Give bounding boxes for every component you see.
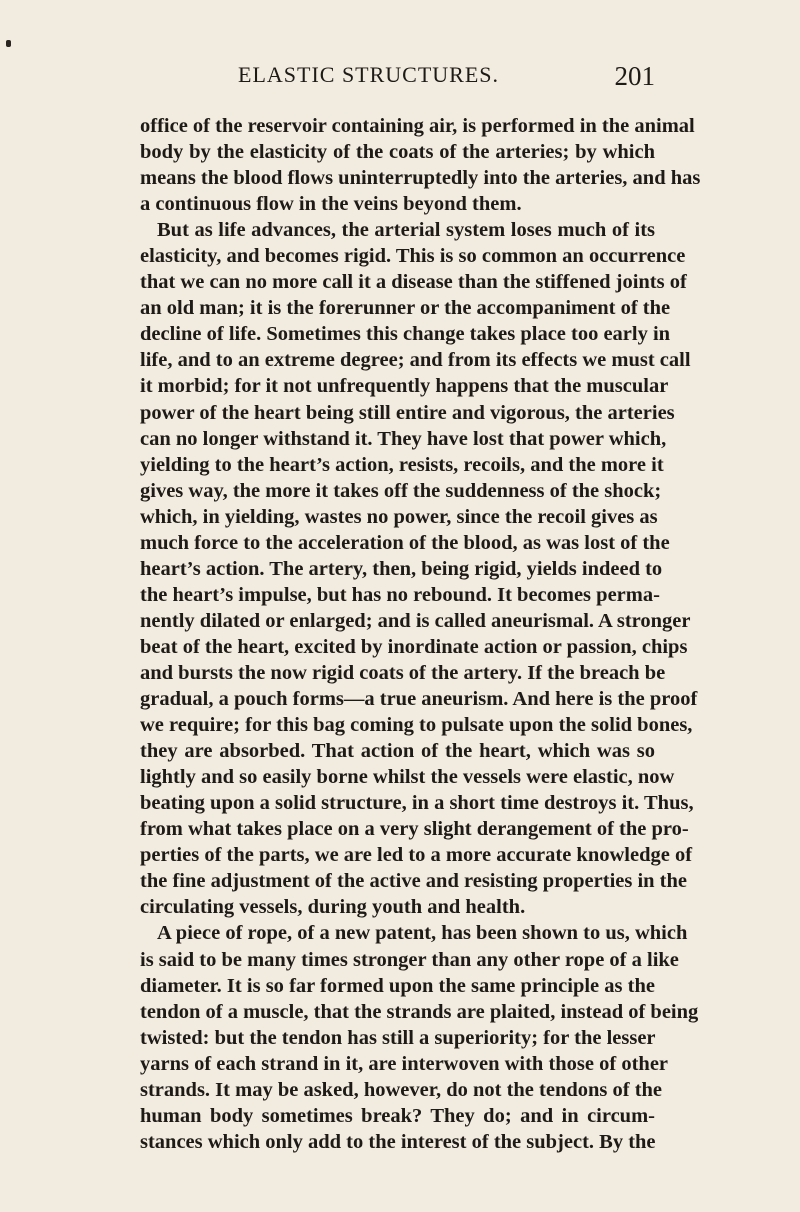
text-line: decline of life. Sometimes this change takes place too early in (140, 323, 671, 346)
running-head (140, 59, 655, 93)
text-line: strands. It may be asked, however, do not the tendons of the (140, 1078, 663, 1101)
text-line: diameter. It is so far formed upon the same principle as the (140, 974, 655, 997)
text-line: means the blood flows uninterruptedly into the arteries, and has (140, 167, 701, 190)
text-line: gives way, the more it takes off the suddenness of the shock; (140, 479, 662, 502)
text-line: yarns of each strand in it, are interwoven with those of other (140, 1052, 669, 1075)
text-line: beat of the heart, excited by inordinate action or passion, chips (140, 635, 688, 658)
text-line: the heart’s impulse, but has no rebound. It becomes perma- (140, 583, 660, 606)
body-text (140, 113, 701, 1155)
text-line: elasticity, and becomes rigid. This is so common an occurrence (140, 245, 686, 268)
text-line: circulating vessels, during youth and health. (140, 896, 526, 919)
text-line: is said to be many times stronger than any other rope of a like (140, 948, 679, 971)
text-line: body by the elasticity of the coats of the arteries; by which (140, 141, 655, 164)
text-line: tendon of a muscle, that the strands are plaited, instead of being (140, 1000, 699, 1023)
text-line: much force to the acceleration of the blood, as was lost of the (140, 531, 670, 554)
text-line: nently dilated or enlarged; and is called aneurismal. A stronger (140, 609, 691, 632)
text-line: they are absorbed. That action of the heart, which was so (140, 740, 655, 763)
text-line: which, in yielding, wastes no power, since the recoil gives as (140, 505, 658, 528)
text-line: office of the reservoir containing air, is performed in the animal (140, 115, 695, 137)
text-line: and bursts the now rigid coats of the artery. If the breach be (140, 661, 666, 684)
text-line: heart’s action. The artery, then, being rigid, yields indeed to (140, 557, 663, 580)
margin-mark (6, 40, 11, 47)
text-line: the fine adjustment of the active and resisting properties in the (140, 870, 688, 893)
text-line: A piece of rope, of a new patent, has been shown to us, which (157, 922, 688, 945)
text-line: we require; for this bag coming to pulsate upon the solid bones, (140, 714, 693, 737)
running-head-title: ELASTIC STRUCTURES. (238, 62, 500, 87)
text-line: it morbid; for it not unfrequently happens that the muscular (140, 375, 669, 398)
text-line: perties of the parts, we are led to a more accurate knowledge of (140, 844, 693, 867)
text-line: yielding to the heart’s action, resists, recoils, and the more it (140, 453, 664, 476)
text-line: But as life advances, the arterial system loses much of its (157, 219, 655, 242)
text-line: a continuous flow in the veins beyond them. (140, 193, 522, 216)
text-line: life, and to an extreme degree; and from its effects we must call (140, 349, 691, 372)
text-line: that we can no more call it a disease than the stiffened joints of (140, 271, 687, 294)
text-line: twisted: but the tendon has still a superiority; for the lesser (140, 1026, 656, 1049)
text-line: gradual, a pouch forms—a true aneurism. And here is the proof (140, 688, 698, 711)
text-line: power of the heart being still entire and vigorous, the arteries (140, 401, 675, 424)
page-number: 201 (614, 61, 655, 91)
text-line: beating upon a solid structure, in a short time destroys it. Thus, (140, 792, 694, 815)
text-line: from what takes place on a very slight derangement of the pro- (140, 818, 689, 841)
text-line: can no longer withstand it. They have lost that power which, (140, 427, 667, 450)
text-line: stances which only add to the interest of the subject. By the (140, 1130, 656, 1153)
text-line: human body sometimes break? They do; and in circum- (140, 1104, 655, 1127)
text-line: an old man; it is the forerunner or the accompaniment of the (140, 297, 671, 320)
text-line: lightly and so easily borne whilst the vessels were elastic, now (140, 766, 675, 789)
